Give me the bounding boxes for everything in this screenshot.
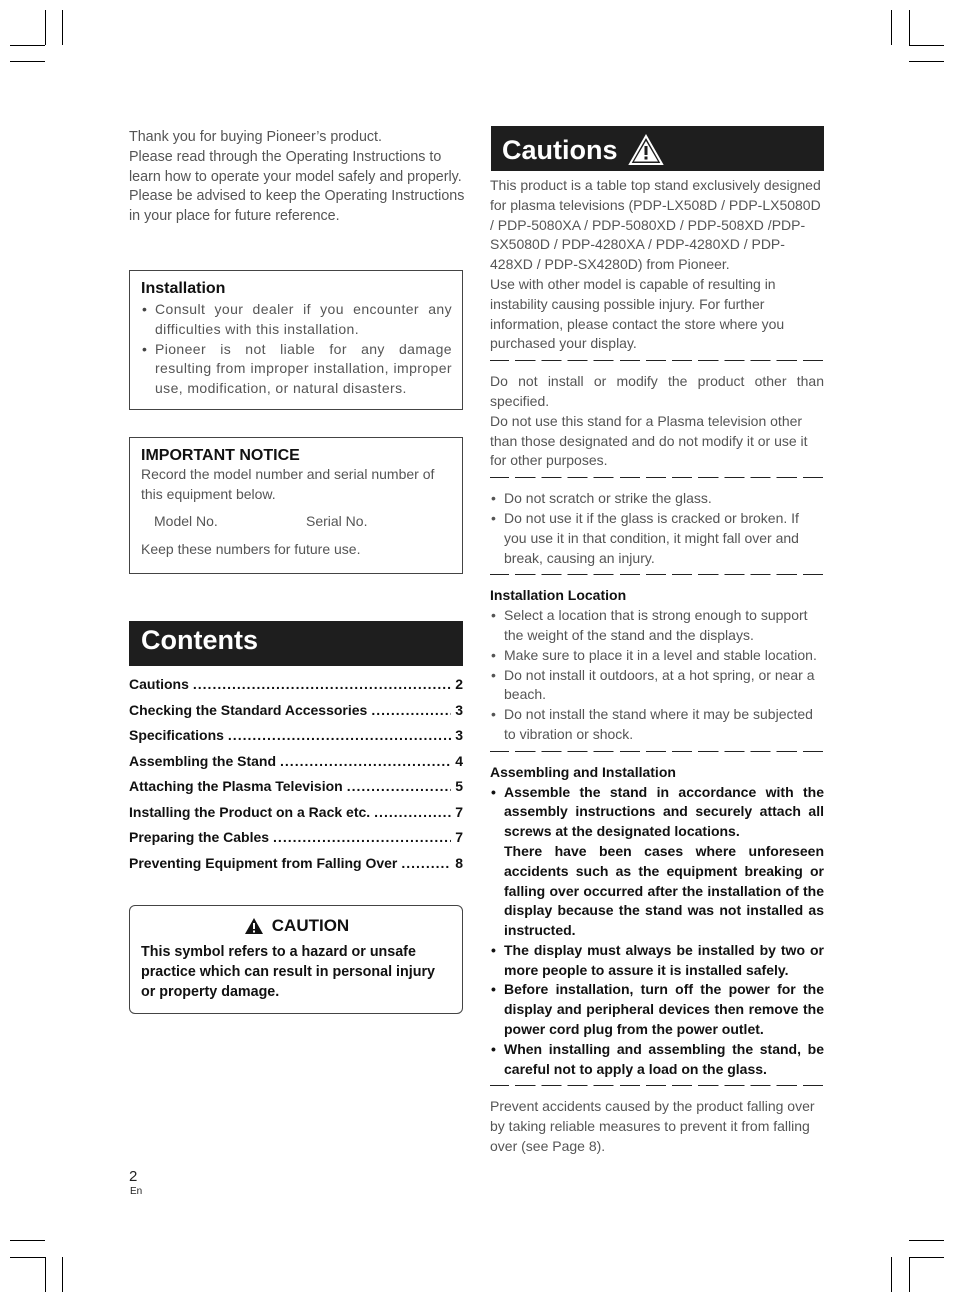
divider (490, 574, 824, 576)
toc-label: Specifications (129, 727, 224, 743)
intro-text (129, 128, 469, 227)
crop-mark (10, 45, 45, 46)
model-number-label: Model No. (154, 512, 218, 529)
contents-title: Contents (141, 625, 258, 655)
installation-title: Installation (141, 280, 226, 297)
warning-icon (628, 134, 664, 166)
toc-label: Installing the Product on a Rack etc. (129, 803, 371, 820)
crop-mark (909, 1240, 944, 1241)
cautions-title: Cautions (502, 134, 618, 165)
caution-text: This symbol refers to a hazard or unsafe practice which can result in personal injury or property damage. (141, 944, 435, 1000)
crop-mark (10, 1257, 45, 1258)
toc-label: Attaching the Plasma Television (129, 778, 343, 794)
list-item (490, 783, 824, 941)
toc-entry[interactable] (129, 702, 463, 728)
divider (490, 477, 824, 479)
section-heading: Installation Location (490, 587, 627, 604)
toc-entry[interactable] (129, 829, 463, 855)
crop-mark (10, 1240, 45, 1241)
notice-title: IMPORTANT NOTICE (141, 447, 300, 464)
crop-mark (891, 10, 892, 45)
toc-entry[interactable] (129, 804, 463, 830)
caution-box (129, 905, 463, 1014)
toc-entry[interactable] (129, 855, 463, 881)
list-item-note: There have been cases where unforeseen accidents such as the equipment breaking or falling over occurred after the installation of the display because the stand was not installed as instructed. (504, 842, 824, 939)
divider (490, 360, 824, 362)
divider (490, 1085, 824, 1087)
crop-mark (909, 45, 944, 46)
toc-label: Cautions (129, 676, 189, 692)
toc-label: Checking the Standard Accessories (129, 701, 368, 718)
toc-label: Preventing Equipment from Falling Over (129, 854, 398, 871)
crop-mark (891, 1257, 892, 1292)
installation-box (129, 270, 463, 410)
toc-page: 5 (455, 778, 463, 794)
toc-page: 7 (455, 803, 463, 820)
toc-page: 3 (455, 727, 463, 743)
toc-entry[interactable] (129, 727, 463, 753)
crop-mark (10, 61, 45, 62)
crop-mark (909, 10, 910, 45)
language-code: En (130, 1186, 143, 1197)
important-notice-box (129, 437, 463, 574)
toc-page: 8 (455, 854, 463, 871)
crop-mark (909, 1257, 944, 1258)
toc-entry[interactable] (129, 778, 463, 804)
crop-mark (62, 1257, 63, 1292)
page-number: 2 (129, 1168, 138, 1185)
crop-mark (45, 1257, 46, 1292)
intro-line: Please read through the Operating Instructions to learn how to operate your model safely and properly. (129, 148, 462, 185)
list-item: • Do not install it outdoors, at a hot spring, or near a beach. (490, 666, 824, 706)
warning-icon (244, 917, 264, 935)
divider (490, 751, 824, 753)
list-item-text: Assemble the stand in accordance with the assembly instructions and securely attach all screws at the designated locations. (504, 783, 824, 840)
list-item: • Do not install the stand where it may be subjected to vibration or shock. (490, 705, 824, 745)
crop-mark (45, 10, 46, 45)
toc-label: Assembling the Stand (129, 752, 277, 769)
list-item: • Make sure to place it in a level and stable location. (490, 646, 824, 666)
cautions-heading (491, 126, 824, 171)
list-item: • Before installation, turn off the power for the display and peripheral devices then remove the power cord plug from the power outlet. (490, 980, 824, 1039)
toc-entry[interactable] (129, 753, 463, 779)
serial-number-label: Serial No. (306, 512, 368, 529)
paragraph: Use with other model is capable of resulting in instability causing possible injury. For further information, please contact the store where you purchased your display. (490, 275, 785, 352)
cautions-body (490, 176, 824, 1157)
toc-page: 3 (455, 701, 463, 718)
list-item: • Consult your dealer if you encounter any difficulties with this installation. (141, 300, 452, 340)
crop-mark (909, 61, 944, 62)
crop-mark (62, 10, 63, 45)
toc-entry[interactable] (129, 676, 463, 702)
list-item: • The display must always be installed by two or more people to assure it is installed safely. (490, 941, 824, 981)
contents-heading (129, 621, 463, 666)
section-heading: Assembling and Installation (490, 763, 676, 780)
list-item: • When installing and assembling the stand, be careful not to apply a load on the glass. (490, 1040, 824, 1080)
toc-label: Preparing the Cables (129, 829, 270, 845)
paragraph: Do not install or modify the product other than specified. (490, 373, 824, 409)
list-item: • Select a location that is strong enough to support the weight of the stand and the displays. (490, 606, 824, 646)
paragraph: Do not use this stand for a Plasma television other than those designated and do not modify it or use it for other purposes. (490, 412, 808, 469)
intro-line: Please be advised to keep the Operating Instructions in your place for future reference. (129, 188, 465, 225)
list-item: • Do not use it if the glass is cracked or broken. If you use it in that condition, it might fall over and break, causing an injury. (490, 509, 824, 568)
toc-page: 7 (455, 829, 463, 845)
table-of-contents (129, 676, 463, 880)
caution-title: CAUTION (271, 916, 350, 935)
crop-mark (909, 1257, 910, 1292)
intro-line: Thank you for buying Pioneer’s product. (129, 129, 382, 145)
notice-text: Record the model number and serial number of this equipment below. (141, 466, 435, 502)
toc-page: 4 (455, 752, 463, 769)
notice-footer: Keep these numbers for future use. (141, 540, 361, 557)
toc-page: 2 (455, 676, 463, 692)
paragraph: This product is a table top stand exclusively designed for plasma televisions (PDP-LX508D / PDP-LX5080D / PDP-5080XA / PDP-5080XD / PDP-508XD /PDP-SX5080D / PDP-4280XA / PDP-4280XD / PDP-428XD / PDP-SX4280D) from Pioneer. (490, 177, 821, 273)
paragraph: Prevent accidents caused by the product falling over by taking reliable measures to prevent it from falling over (see Page 8). (490, 1098, 815, 1155)
list-item: • Pioneer is not liable for any damage resulting from improper installation, improper use, modification, or natural disasters. (141, 340, 452, 399)
list-item: • Do not scratch or strike the glass. (490, 489, 824, 509)
